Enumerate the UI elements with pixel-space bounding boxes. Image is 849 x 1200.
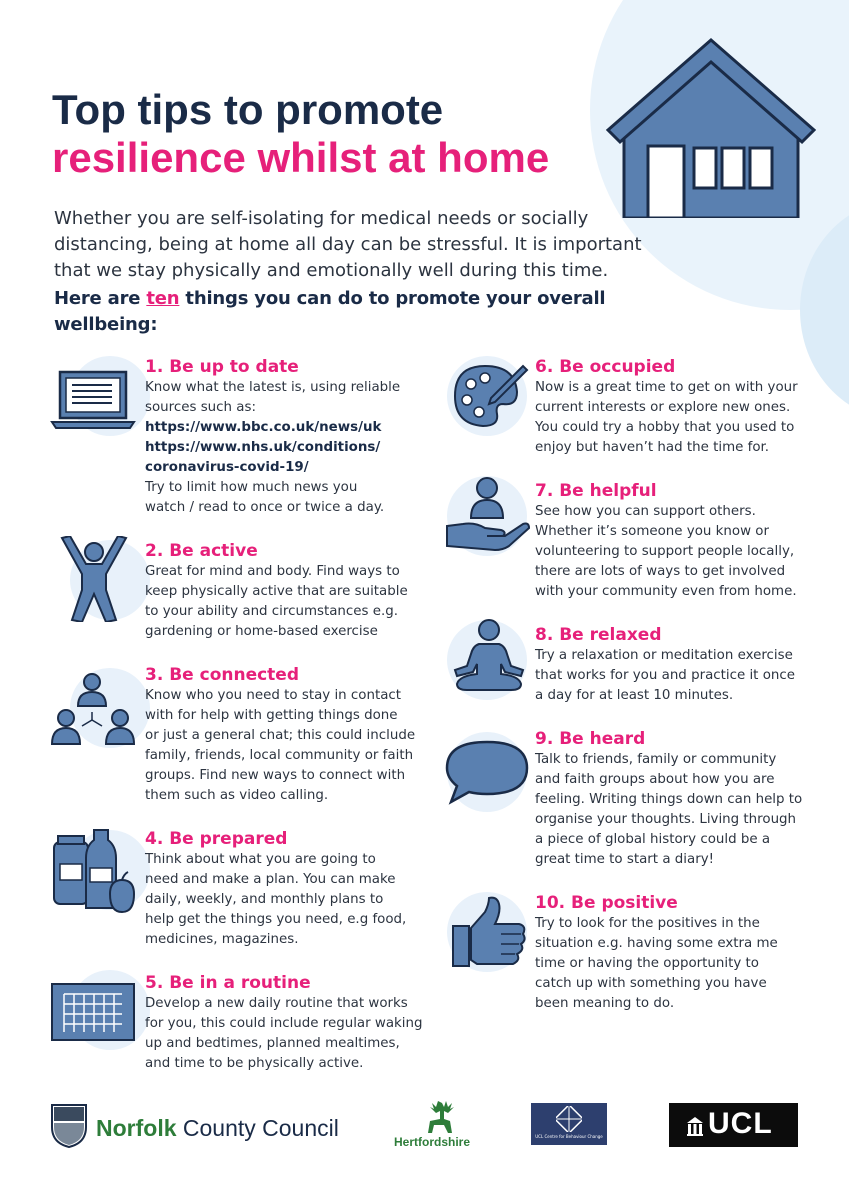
tip-heading: 1. Be up to date xyxy=(145,357,299,377)
laptop-icon xyxy=(50,368,136,430)
tip-line: medicines, magazines. xyxy=(145,932,299,947)
thumbs-up-icon xyxy=(449,894,529,970)
intro-ten-highlight: ten xyxy=(146,288,180,309)
tip-body xyxy=(535,502,835,602)
speech-bubble-icon xyxy=(443,740,531,806)
tip-line: Try to look for the positives in the xyxy=(535,916,760,931)
bbc-news-link[interactable]: https://www.bbc.co.uk/news/uk xyxy=(145,420,382,435)
tip-line: time or having the opportunity to xyxy=(535,956,759,971)
tip-line: daily, weekly, and monthly plans to xyxy=(145,892,384,907)
tip-body xyxy=(145,562,435,642)
tip-line: and faith groups about how you are xyxy=(535,772,775,787)
tip-line: for you, this could include regular waking xyxy=(145,1016,423,1031)
tip-line: volunteering to support people locally, xyxy=(535,544,795,559)
tip-line: family, friends, local community or faith xyxy=(145,748,414,763)
tip-line: up and bedtimes, planned mealtimes, xyxy=(145,1036,400,1051)
intro-text xyxy=(54,206,654,338)
tip-line: been meaning to do. xyxy=(535,996,675,1011)
tip-line: situation e.g. having some extra me xyxy=(535,936,778,951)
nhs-covid-link[interactable]: https://www.nhs.uk/conditions/ xyxy=(145,440,381,455)
partner-logos xyxy=(0,1095,849,1175)
tip-heading: 6. Be occupied xyxy=(535,357,676,377)
nhs-covid-link[interactable]: coronavirus-covid-19/ xyxy=(145,460,309,475)
tip-line: current interests or explore new ones. xyxy=(535,400,791,415)
norfolk-county-council-logo xyxy=(96,1115,339,1142)
title-line-2: resilience whilst at home xyxy=(52,134,550,181)
tip-line: there are lots of ways to get involved xyxy=(535,564,786,579)
tip-line: to your ability and circumstances e.g. xyxy=(145,604,399,619)
ucl-portico-icon xyxy=(686,1115,704,1137)
tip-body xyxy=(535,646,835,706)
hertfordshire-logo: Hertfordshire xyxy=(394,1135,471,1149)
tip-line: keep physically active that are suitable xyxy=(145,584,408,599)
house-icon xyxy=(606,38,816,218)
norfolk-name: Norfolk xyxy=(96,1115,177,1141)
tip-body xyxy=(535,750,835,870)
tip-line: or just a general chat; this could include xyxy=(145,728,416,743)
tip-line: help get the things you need, e.g food, xyxy=(145,912,407,927)
tip-heading: 10. Be positive xyxy=(535,893,678,913)
tip-line: great time to start a diary! xyxy=(535,852,715,867)
title-line-1: Top tips to promote xyxy=(52,86,444,133)
tip-line: Develop a new daily routine that works xyxy=(145,996,408,1011)
tip-line: watch / read to once or twice a day. xyxy=(145,500,385,515)
norfolk-crest-icon xyxy=(50,1103,88,1149)
people-network-icon xyxy=(50,672,140,752)
intro-line: that we stay physically and emotionally well during this time. xyxy=(54,260,609,281)
helping-hand-icon xyxy=(445,474,531,554)
tip-line: Think about what you are going to xyxy=(145,852,376,867)
tip-body xyxy=(535,378,835,458)
tip-body xyxy=(145,994,445,1074)
tip-heading: 9. Be heard xyxy=(535,729,646,749)
tip-body xyxy=(535,914,835,1014)
tip-line: with for help with getting things done xyxy=(145,708,398,723)
tip-line: with your community even from home. xyxy=(535,584,797,599)
tip-line: Know what the latest is, using reliable xyxy=(145,380,401,395)
tip-line: organise your thoughts. Living through xyxy=(535,812,797,827)
intro-callout xyxy=(54,286,654,338)
hertfordshire-stag-icon xyxy=(420,1099,460,1137)
tip-heading: 3. Be connected xyxy=(145,665,300,685)
tip-line: and time to be physically active. xyxy=(145,1056,364,1071)
tip-line: sources such as: xyxy=(145,400,256,415)
tip-line: them such as video calling. xyxy=(145,788,329,803)
tip-line: Try a relaxation or meditation exercise xyxy=(535,648,793,663)
tip-line: Try to limit how much news you xyxy=(145,480,358,495)
tip-line: Know who you need to stay in contact xyxy=(145,688,402,703)
tip-heading: 2. Be active xyxy=(145,541,258,561)
tip-heading: 7. Be helpful xyxy=(535,481,657,501)
tip-line: Talk to friends, family or community xyxy=(535,752,777,767)
tip-line: enjoy but haven’t had the time for. xyxy=(535,440,770,455)
tip-line: catch up with something you have xyxy=(535,976,767,991)
tip-line: need and make a plan. You can make xyxy=(145,872,396,887)
intro-line: distancing, being at home all day can be stressful. It is important xyxy=(54,234,642,255)
tip-body xyxy=(145,686,445,806)
tip-body xyxy=(145,850,445,950)
meditation-icon xyxy=(449,618,529,694)
tip-line: Great for mind and body. Find ways to xyxy=(145,564,400,579)
intro-callout-start: Here are xyxy=(54,288,147,309)
tip-line: You could try a hobby that you used to xyxy=(535,420,795,435)
groceries-icon xyxy=(50,824,136,914)
intro-line: Whether you are self-isolating for medical needs or socially xyxy=(54,208,589,229)
tip-line: a piece of global history could be a xyxy=(535,832,771,847)
tip-heading: 8. Be relaxed xyxy=(535,625,662,645)
calendar-icon xyxy=(50,982,136,1042)
ucl-wordmark: UCL xyxy=(708,1107,773,1140)
page-title xyxy=(52,86,549,182)
tip-line: gardening or home-based exercise xyxy=(145,624,378,639)
county-council-text: County Council xyxy=(176,1115,339,1141)
intro-callout-end: things you can do to promote your overall wellbeing: xyxy=(54,288,606,335)
tip-body xyxy=(145,378,435,518)
tip-line: feeling. Writing things down can help to xyxy=(535,792,803,807)
tip-line: that works for you and practice it once xyxy=(535,668,795,683)
ucl-cbc-caption: UCL Centre for Behaviour Change xyxy=(535,1134,603,1139)
tip-line: a day for at least 10 minutes. xyxy=(535,688,734,703)
palette-icon xyxy=(451,362,531,432)
tip-line: See how you can support others. xyxy=(535,504,756,519)
cbc-emblem-icon xyxy=(556,1106,582,1132)
tip-heading: 5. Be in a routine xyxy=(145,973,311,993)
tip-line: Whether it’s someone you know or xyxy=(535,524,769,539)
jumping-person-icon xyxy=(56,536,132,622)
tip-heading: 4. Be prepared xyxy=(145,829,288,849)
tip-line: groups. Find new ways to connect with xyxy=(145,768,406,783)
tip-line: Now is a great time to get on with your xyxy=(535,380,798,395)
